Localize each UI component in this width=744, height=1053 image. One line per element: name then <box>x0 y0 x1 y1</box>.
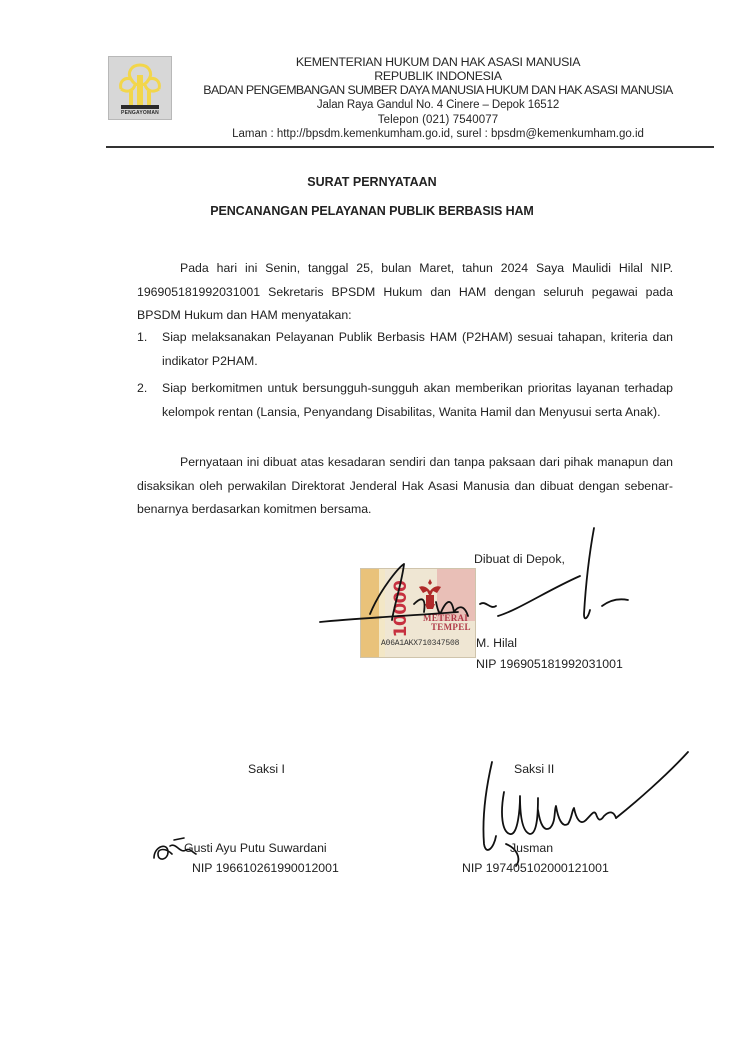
list-text: Siap berkomitmen untuk bersungguh-sungguh akan memberikan prioritas layanan terhadap kelompok rentan (Lansia, Penyandang Disabilitas, Wanita Hamil dan Menyusui serta Anak). <box>162 381 673 419</box>
witness-2-name: Jusman <box>510 841 554 855</box>
witness-1-nip: NIP 196610261990012001 <box>192 861 339 875</box>
witness-1-name: Gusti Ayu Putu Suwardani <box>184 841 327 855</box>
letterhead-divider <box>106 146 714 148</box>
letterhead <box>188 55 688 142</box>
agency-name: BADAN PENGEMBANGAN SUMBER DAYA MANUSIA HUKUM DAN HAK ASASI MANUSIA <box>203 83 673 97</box>
witness-2-nip: NIP 197405102000121001 <box>462 861 609 875</box>
pengayoman-logo <box>108 56 172 120</box>
website-email: Laman : http://bpsdm.kemenkumham.go.id, surel : bpsdm@kemenkumham.go.id <box>232 128 644 140</box>
document-title: SURAT PERNYATAAN <box>307 175 437 189</box>
witness-2-signature-icon <box>476 748 696 878</box>
stamp-serial: A06A1AKX710347508 <box>381 639 460 648</box>
signing-place: Dibuat di Depok, <box>474 552 565 566</box>
ministry-name: KEMENTERIAN HUKUM DAN HAK ASASI MANUSIA <box>295 55 581 69</box>
stamp-label: TEMPEL <box>431 622 471 632</box>
statement-list-item-2 <box>137 377 673 424</box>
list-text: Siap melaksanakan Pelayanan Publik Berbasis HAM (P2HAM) sesuai tahapan, kriteria dan indikator P2HAM. <box>162 330 673 368</box>
witness-2-label: Saksi II <box>514 762 555 776</box>
telephone: Telepon (021) 7540077 <box>377 114 499 126</box>
document-subtitle: PENCANANGAN PELAYANAN PUBLIK BERBASIS HAM <box>210 204 534 218</box>
list-number: 1. <box>137 330 148 344</box>
witness-1-label: Saksi I <box>248 762 285 776</box>
signer-nip: NIP 196905181992031001 <box>476 657 623 671</box>
logo-caption: PENGAYOMAN <box>121 110 159 116</box>
country-name: REPUBLIK INDONESIA <box>374 69 502 83</box>
opening-paragraph: Pada hari ini Senin, tanggal 25, bulan Maret, tahun 2024 Saya Maulidi Hilal NIP. 196905181992031001 Sekretaris BPSDM Hukum dan HAM dengan seluruh pegawai pada BPSDM Hukum dan HAM menyatakan: <box>137 261 673 322</box>
list-item <box>137 326 673 373</box>
statement-list-item-1 <box>137 326 673 373</box>
stamp-label: METERAI <box>423 613 469 623</box>
address: Jalan Raya Gandul No. 4 Cinere – Depok 16512 <box>316 99 560 111</box>
stamp-value: 10000 <box>391 580 411 638</box>
signer-name: M. Hilal <box>476 636 517 650</box>
signer-signature-icon <box>318 520 638 640</box>
list-item <box>137 377 673 424</box>
closing-paragraph: Pernyataan ini dibuat atas kesadaran sendiri dan tanpa paksaan dari pihak manapun dan disaksikan oleh perwakilan Direktorat Jenderal Hak Asasi Manusia dan dibuat dengan sebenar-benarnya berdasarkan komitmen bersama. <box>137 455 673 516</box>
list-number: 2. <box>137 381 148 395</box>
